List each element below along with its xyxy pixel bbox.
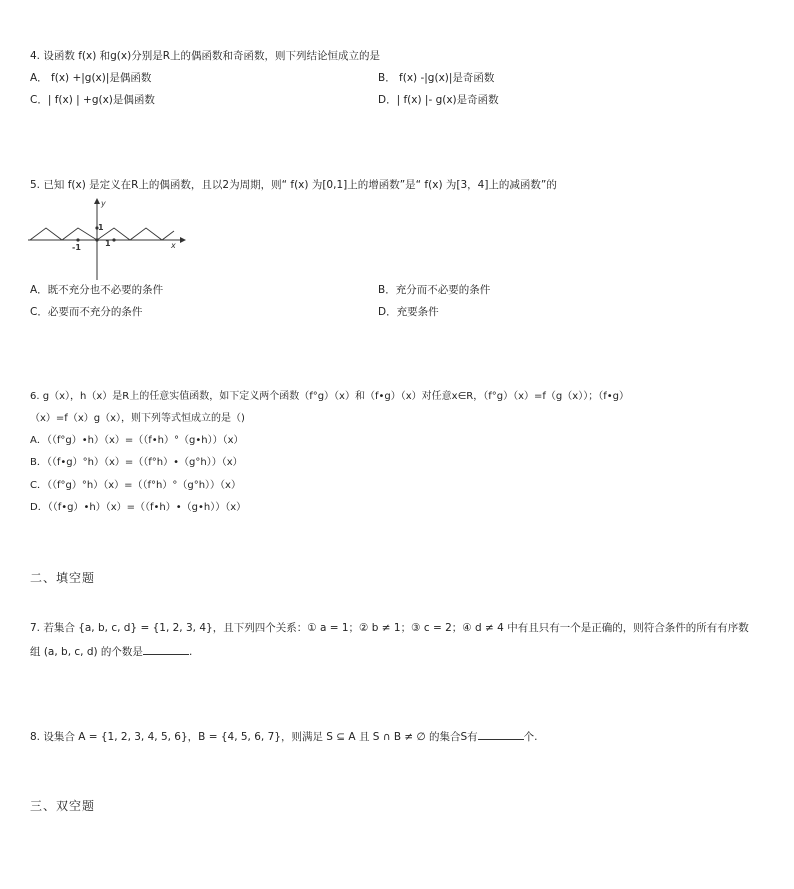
q8-answer-blank[interactable]	[478, 729, 524, 740]
label-x: x	[171, 241, 176, 250]
q6-stem-line2: （x）=f（x）g（x），则下列等式恒成立的是（)	[30, 413, 245, 424]
q7-line2-end: .	[188, 646, 193, 658]
label-1-top: 1	[98, 223, 104, 232]
q7-answer-blank[interactable]	[143, 644, 189, 655]
q5-option-d[interactable]: D．充要条件	[378, 306, 439, 318]
q8-text-end: 个.	[523, 731, 538, 743]
q5-function-graph	[28, 196, 188, 282]
point-origin	[95, 238, 98, 241]
section-heading-double-blank: 三、双空题	[30, 799, 96, 813]
q6-option-c[interactable]: C．（（f°g）°h）（x）=（（f°h）°（g°h））（x）	[30, 480, 241, 491]
x-axis-arrow-icon	[180, 237, 186, 243]
q6-option-b[interactable]: B．（（f•g）°h）（x）=（（f°h）•（g°h））（x）	[30, 457, 243, 468]
q5-option-c[interactable]: C．必要而不充分的条件	[30, 306, 143, 318]
q7-line2-text: 组 (a, b, c, d) 的个数是	[30, 646, 143, 658]
q5-stem: 5. 已知 f(x) 是定义在R上的偶函数，且以2为周期，则“ f(x) 为[0,1]上的增函数”是“ f(x) 为[3，4]上的减函数”的	[30, 179, 557, 191]
label-neg1: -1	[72, 243, 81, 252]
section-heading-fill-blank: 二、填空题	[30, 571, 96, 585]
q7-line2	[30, 644, 192, 659]
q4-option-a[interactable]: A． f(x) +|g(x)|是偶函数	[30, 72, 152, 84]
q4-option-b[interactable]: B． f(x) -|g(x)|是奇函数	[378, 72, 495, 84]
q4-stem: 4. 设函数 f(x) 和g(x)分别是R上的偶函数和奇函数，则下列结论恒成立的是	[30, 50, 381, 62]
q5-option-a[interactable]: A．既不充分也不必要的条件	[30, 284, 164, 296]
q6-option-d[interactable]: D．（（f•g）•h）（x）=（（f•h）•（g•h））（x）	[30, 502, 247, 513]
y-axis-arrow-icon	[94, 198, 100, 204]
q4-option-d[interactable]: D．| f(x) |- g(x)是奇函数	[378, 94, 499, 106]
q6-option-a[interactable]: A．（（f°g）•h）（x）=（（f•h）°（g•h））（x）	[30, 435, 244, 446]
q6-stem-line1: 6. g（x），h（x）是R上的任意实值函数，如下定义两个函数（f°g）（x）和（f•g）（x）对任意x∈R，（f°g）（x）=f（g（x））；（f•g）	[30, 391, 629, 402]
point-1	[112, 238, 115, 241]
q4-option-c[interactable]: C．| f(x) | +g(x)是偶函数	[30, 94, 155, 106]
label-y: y	[101, 199, 106, 208]
q5-option-b[interactable]: B．充分而不必要的条件	[378, 284, 491, 296]
q7-line1: 7. 若集合 {a, b, c, d} = {1, 2, 3, 4}，且下列四个关系：① a = 1；② b ≠ 1；③ c = 2；④ d ≠ 4 中有且只有一个是正确的，则符合条件的所有有序数	[30, 622, 749, 634]
q8-line	[30, 729, 537, 744]
label-1-right: 1	[105, 239, 111, 248]
q8-text: 8. 设集合 A = {1, 2, 3, 4, 5, 6}，B = {4, 5, 6, 7}，则满足 S ⊆ A 且 S ∩ B ≠ ∅ 的集合S有	[30, 731, 478, 743]
point-neg1	[76, 238, 79, 241]
